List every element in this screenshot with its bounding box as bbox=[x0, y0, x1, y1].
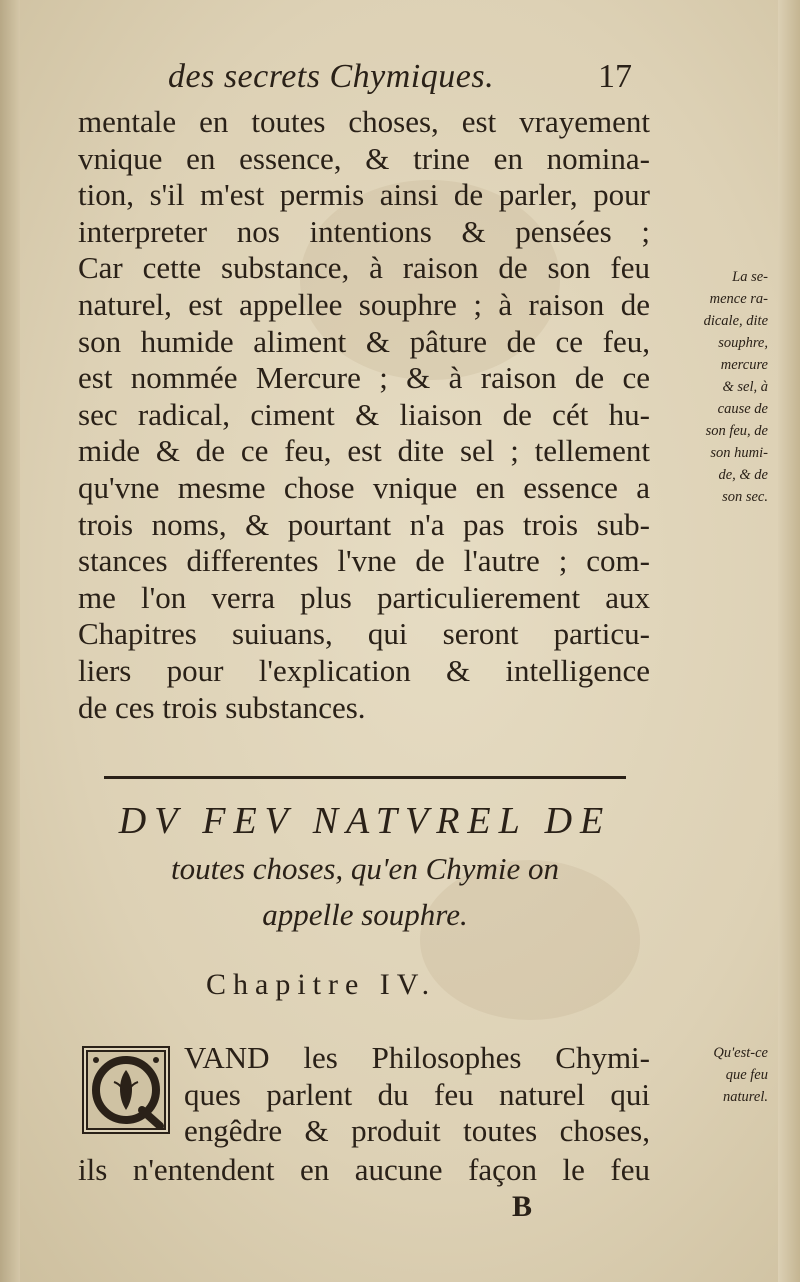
running-title: des secrets Chymiques. bbox=[168, 58, 495, 95]
page-number: 17 bbox=[598, 58, 632, 95]
text-line: est nommée Mercure ; & à raison de ce bbox=[78, 360, 650, 396]
text-line: ils n'entendent en aucune façon le feu bbox=[78, 1152, 650, 1187]
margin-note-line: mence ra- bbox=[709, 291, 768, 307]
margin-note-line: naturel. bbox=[723, 1089, 768, 1105]
page-right-edge bbox=[778, 0, 800, 1282]
section-title-line: DV FEV NATVREL DE bbox=[118, 800, 612, 842]
text-line: ques parlent du feu naturel qui bbox=[184, 1076, 650, 1112]
text-line: me l'on verra plus particulierement aux bbox=[78, 579, 650, 615]
text-line: stances differentes l'vne de l'autre ; com- bbox=[78, 543, 650, 579]
margin-note-line: & sel, à bbox=[722, 379, 768, 395]
ornamental-initial-icon bbox=[84, 1048, 168, 1132]
margin-note-line: que feu bbox=[725, 1067, 768, 1083]
text-line: liers pour l'explication & intelligence bbox=[78, 652, 650, 688]
text-line: sec radical, ciment & liaison de cét hu- bbox=[78, 396, 650, 432]
margin-note-line: La se- bbox=[732, 269, 768, 285]
margin-note-feu-naturel bbox=[648, 1042, 768, 1108]
text-line: VAND les Philosophes Chymi- bbox=[184, 1040, 650, 1075]
first-paragraph bbox=[184, 1040, 650, 1150]
margin-note-line: de, & de bbox=[718, 467, 768, 483]
margin-note-line: son feu, de bbox=[705, 423, 768, 439]
margin-note-line: mercure bbox=[720, 357, 768, 373]
body-text bbox=[78, 104, 650, 726]
margin-note-line: dicale, dite bbox=[703, 313, 768, 329]
ornamental-initial bbox=[82, 1046, 170, 1134]
text-line: tion, s'il m'est permis ainsi de parler, pour bbox=[78, 177, 650, 213]
section-divider bbox=[104, 776, 626, 779]
margin-note-line: son humi- bbox=[710, 445, 768, 461]
text-line: mentale en toutes choses, est vrayement bbox=[78, 104, 650, 139]
text-line: naturel, est appellee souphre ; à raison de bbox=[78, 286, 650, 322]
margin-note-semence bbox=[648, 266, 768, 508]
paragraph-continuation bbox=[78, 1152, 650, 1189]
text-line: vnique en essence, & trine en nomina- bbox=[78, 140, 650, 176]
chapter-heading: Chapitre IV. bbox=[206, 968, 437, 1001]
margin-note-line: souphre, bbox=[718, 335, 768, 351]
text-line: mide & de ce feu, est dite sel ; tellement bbox=[78, 433, 650, 469]
margin-note-line: Qu'est-ce bbox=[713, 1045, 768, 1061]
text-line: qu'vne mesme chose vnique en essence a bbox=[78, 469, 650, 505]
signature-mark: B bbox=[512, 1190, 533, 1223]
text-line: Car cette substance, à raison de son feu bbox=[78, 250, 650, 286]
section-heading bbox=[78, 796, 652, 938]
page-left-edge bbox=[0, 0, 20, 1282]
text-line: interpreter nos intentions & pensées ; bbox=[78, 213, 650, 249]
section-title-line: toutes choses, qu'en Chymie on bbox=[170, 851, 560, 886]
margin-note-line: cause de bbox=[717, 401, 768, 417]
text-line: trois noms, & pourtant n'a pas trois sub- bbox=[78, 506, 650, 542]
text-line: son humide aliment & pâture de ce feu, bbox=[78, 323, 650, 359]
margin-note-line: son sec. bbox=[722, 489, 768, 505]
section-title-line: appelle souphre. bbox=[262, 897, 468, 932]
text-line: engêdre & produit toutes choses, bbox=[184, 1113, 650, 1149]
text-line: de ces trois substances. bbox=[78, 689, 366, 725]
text-line: Chapitres suiuans, qui seront particu- bbox=[78, 616, 650, 652]
